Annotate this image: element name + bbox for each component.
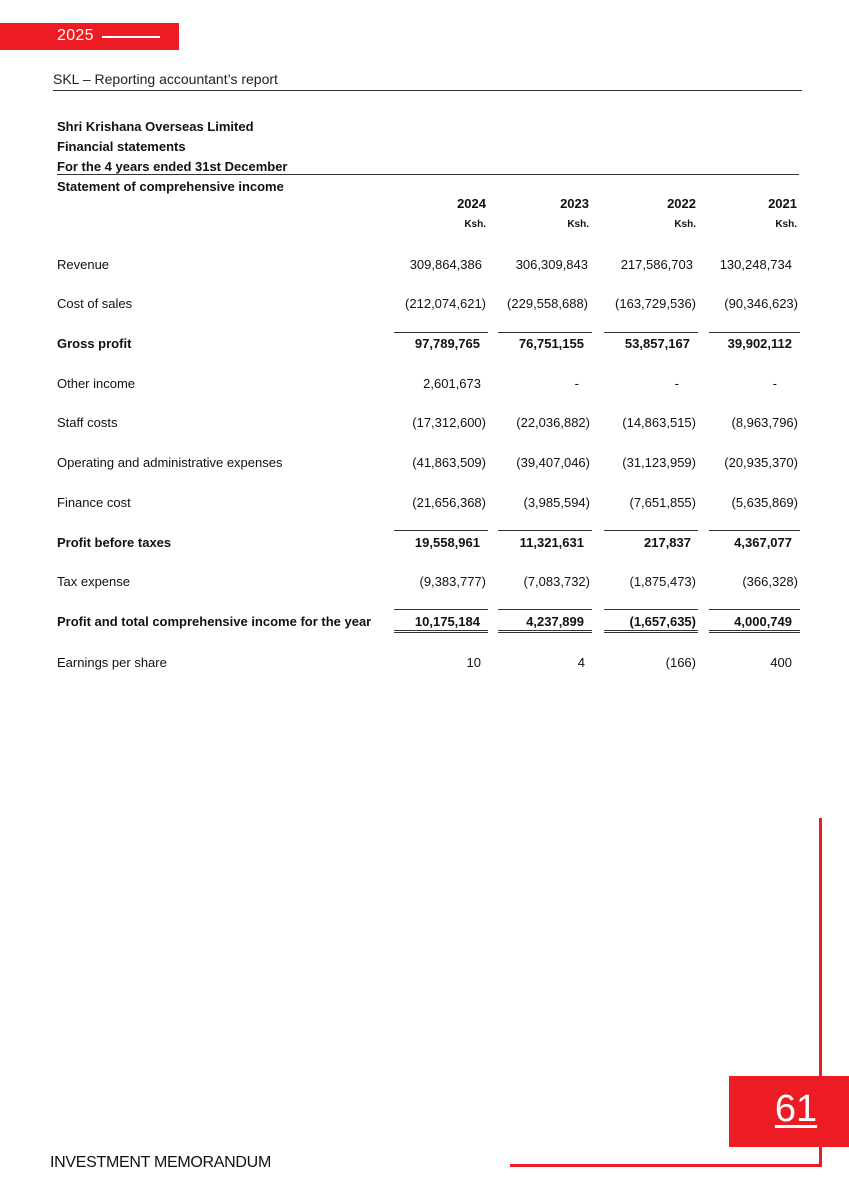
row-label: Revenue (57, 257, 110, 272)
subtotal-rule (709, 609, 800, 610)
cell-value: (366,328) (742, 574, 798, 589)
cell-value: 217,837 (644, 535, 691, 550)
row-label: Profit before taxes (57, 535, 172, 550)
header-divider (53, 90, 802, 91)
subtotal-rule (394, 530, 488, 531)
cell-value: 39,902,112 (727, 336, 792, 351)
cell-value: - (772, 376, 777, 391)
row-gross-profit (0, 336, 849, 356)
cell-value: 4,000,749 (734, 614, 792, 629)
cell-value: - (574, 376, 579, 391)
column-year: 2022 (667, 196, 696, 211)
subtotal-rule (709, 530, 800, 531)
cell-value: (20,935,370) (724, 455, 798, 470)
cell-value: (17,312,600) (412, 415, 486, 430)
cell-value: (3,985,594) (523, 495, 590, 510)
cell-value: 2,601,673 (423, 376, 481, 391)
cell-value: (14,863,515) (622, 415, 696, 430)
row-profit-before-taxes (0, 535, 849, 555)
subtotal-rule (394, 609, 488, 610)
cell-value: 400 (770, 655, 792, 670)
statement-heading (57, 117, 288, 197)
statement-period: For the 4 years ended 31st December (57, 159, 288, 174)
year-tab (0, 23, 179, 50)
subtotal-rule (498, 609, 592, 610)
footer-document-title: INVESTMENT MEMORANDUM (50, 1154, 271, 1171)
column-currency: Ksh. (775, 219, 797, 230)
column-year: 2023 (560, 196, 589, 211)
cell-value: (8,963,796) (731, 415, 798, 430)
cell-value: 4,237,899 (526, 614, 584, 629)
cell-value: (41,863,509) (412, 455, 486, 470)
cell-value: (7,651,855) (629, 495, 696, 510)
row-label: Staff costs (57, 415, 118, 430)
cell-value: 4 (577, 655, 585, 670)
column-year: 2021 (768, 196, 797, 211)
footer-accent-line (510, 1164, 822, 1167)
column-year: 2024 (457, 196, 486, 211)
cell-value: (31,123,959) (622, 455, 696, 470)
row-other-income (0, 376, 849, 396)
cell-value: (7,083,732) (523, 574, 590, 589)
cell-value: 97,789,765 (414, 336, 480, 351)
cell-value: 10 (466, 655, 481, 670)
column-currency: Ksh. (567, 219, 589, 230)
cell-value: 4,367,077 (734, 535, 792, 550)
row-label: Cost of sales (57, 296, 133, 311)
year-label: 2025 (57, 27, 94, 44)
company-name: Shri Krishana Overseas Limited (57, 119, 254, 134)
cell-value: 217,586,703 (620, 257, 693, 272)
statement-name: Statement of comprehensive income (57, 179, 284, 194)
cell-value: 76,751,155 (518, 336, 584, 351)
row-cost-of-sales (0, 296, 849, 316)
row-earnings-per-share (0, 655, 849, 675)
cell-value: (39,407,046) (516, 455, 590, 470)
row-label: Other income (57, 376, 136, 391)
year-tab-line (102, 36, 160, 38)
row-staff-costs (0, 415, 849, 435)
cell-value: 309,864,386 (409, 257, 482, 272)
row-revenue (0, 257, 849, 277)
row-finance-cost (0, 495, 849, 515)
cell-value: (21,656,368) (412, 495, 486, 510)
total-double-rule (394, 630, 488, 633)
row-tax-expense (0, 574, 849, 594)
row-label: Tax expense (57, 574, 130, 589)
cell-value: (166) (665, 655, 696, 670)
total-double-rule (604, 630, 698, 633)
subtotal-rule (604, 530, 698, 531)
row-operating-expenses (0, 455, 849, 475)
row-label: Profit and total comprehensive income for the year (57, 614, 372, 629)
row-label: Finance cost (57, 495, 131, 510)
cell-value: (163,729,536) (615, 296, 696, 311)
cell-value: (5,635,869) (731, 495, 798, 510)
row-label: Operating and administrative expenses (57, 455, 283, 470)
cell-value: (1,657,635) (629, 614, 696, 629)
subtotal-rule (604, 332, 698, 333)
statement-subtitle: Financial statements (57, 139, 186, 154)
subtotal-rule (604, 609, 698, 610)
cell-value: (229,558,688) (507, 296, 588, 311)
total-double-rule (709, 630, 800, 633)
subtotal-rule (709, 332, 800, 333)
page-number-box (729, 1076, 849, 1147)
page-number: 61 (774, 1088, 818, 1130)
row-label: Gross profit (57, 336, 132, 351)
cell-value: 53,857,167 (624, 336, 690, 351)
heading-divider (57, 174, 799, 175)
row-label: Earnings per share (57, 655, 167, 670)
cell-value: 130,248,734 (719, 257, 792, 272)
cell-value: 11,321,631 (519, 535, 584, 550)
cell-value: (1,875,473) (629, 574, 696, 589)
cell-value: (212,074,621) (405, 296, 486, 311)
cell-value: (9,383,777) (419, 574, 486, 589)
cell-value: (90,346,623) (724, 296, 798, 311)
cell-value: 10,175,184 (414, 614, 480, 629)
column-currency: Ksh. (674, 219, 696, 230)
column-currency: Ksh. (464, 219, 486, 230)
subtotal-rule (394, 332, 488, 333)
cell-value: (22,036,882) (516, 415, 590, 430)
total-double-rule (498, 630, 592, 633)
report-title: SKL – Reporting accountant’s report (53, 71, 278, 87)
cell-value: - (674, 376, 679, 391)
cell-value: 19,558,961 (414, 535, 480, 550)
subtotal-rule (498, 530, 592, 531)
subtotal-rule (498, 332, 592, 333)
cell-value: 306,309,843 (515, 257, 588, 272)
